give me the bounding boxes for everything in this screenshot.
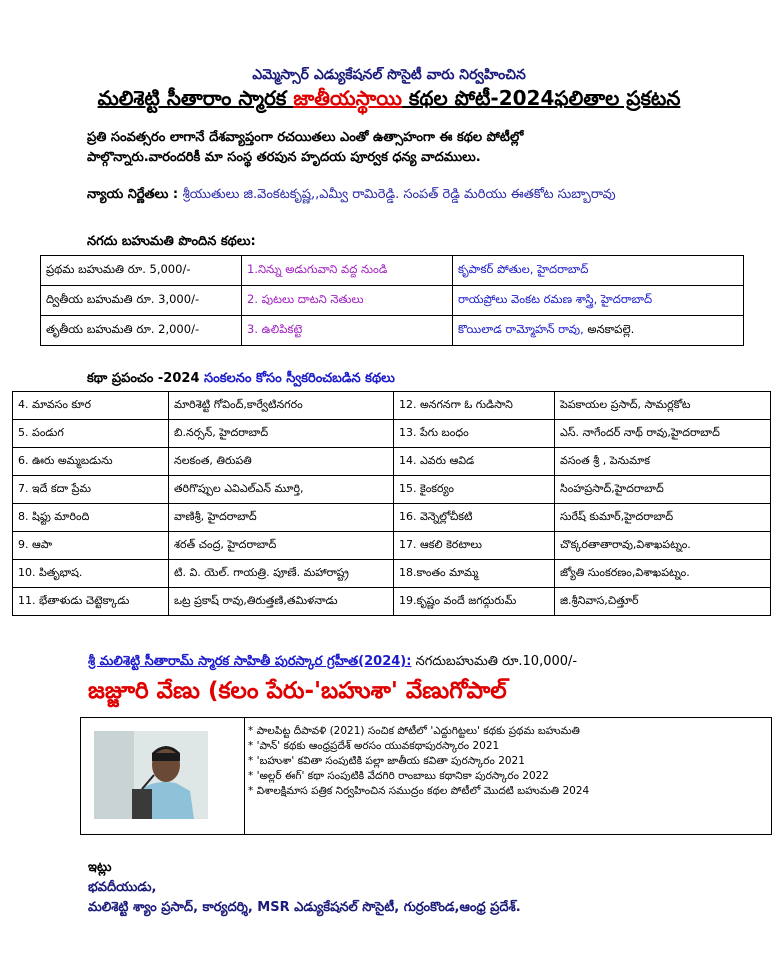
author-cell: పెపకాయల ప్రసాద్, సామర్లకోట bbox=[555, 392, 771, 420]
winner-name: జజ్జూరి వేణు (కలం పేరు-'బహుశా' వేణుగోపాల్ bbox=[88, 678, 507, 704]
closing-signature: ఇట్లు భవదీయుడు, మలిశెట్టి శ్యాం ప్రసాద్, కార్యదర్శి, MSR ఎడ్యుకేషనల్ సొసైటీ, గుర్రంకొండ,ఆంధ్ర ప్రదేశ్. bbox=[88, 860, 521, 915]
author-cell: జి.శ్రీనివాస,చిత్తూర్ bbox=[555, 588, 771, 616]
table-row bbox=[13, 532, 771, 560]
story-title-cell: 18.కాంతం మామ్మ bbox=[394, 560, 555, 588]
award-line: శ్రీ మలిశెట్టి సీతారామ్ స్మారక సాహితీ పురస్కార గ్రహీత(2024): నగదుబహుమతి రూ.10,000/- bbox=[88, 654, 578, 669]
author-cell: టి. వి. యెల్. గాయత్రి. పూణే. మహారాష్ట్ర bbox=[169, 560, 394, 588]
prize-heading: నగదు బహుమతి పొందిన కథలు: bbox=[87, 234, 256, 249]
author-cell: తరిగొప్పుల ఎవిఎల్ఎన్ మూర్తి, bbox=[169, 476, 394, 504]
table-row bbox=[13, 420, 771, 448]
list-item: * పాలపిట్ట దీపావళి (2021) సంచిక పోటీలో 'ఎద్దుగిట్టలు' కథకు ప్రథమ బహుమతి bbox=[248, 725, 580, 737]
table-row bbox=[13, 392, 771, 420]
judges-line: న్యాయ నిర్ణేతలు : శ్రీయుతులు జి.వెంకటకృష్ణ,,ఎమ్వీ రామిరెడ్డి. సంపత్ రెడ్డి మరియు ఈతకోట సుబ్బారావు bbox=[87, 187, 616, 202]
winner-box bbox=[80, 717, 772, 835]
photo-cell bbox=[81, 718, 245, 834]
organizer-line: ఎమ్మెస్సార్ ఎడ్యుకేషనల్ సొసైటీ వారు నిర్వహించిన bbox=[252, 67, 526, 83]
selected-stories-table bbox=[12, 391, 771, 616]
author-cell: మారిశెట్టి గోవింద్,కార్వేటినగరం bbox=[169, 392, 394, 420]
list-item: * 'అల్లర్ ఈగ్' కథా సంపుటికి వేదగిరి రాంబాబు కథానికా పురస్కారం 2022 bbox=[248, 770, 549, 782]
table-row bbox=[13, 476, 771, 504]
list-item: * 'బహుశా' కవితా సంపుటికి పల్లా జాతీయ కవితా పురస్కారం 2021 bbox=[248, 755, 525, 767]
author-cell: నలకంత, తిరుపతి bbox=[169, 448, 394, 476]
story-title-cell: 16. వెన్నెల్లోచీకటి bbox=[394, 504, 555, 532]
story-title-cell: 4. మావసం కూర bbox=[13, 392, 169, 420]
list-item: * 'పాన్' కథకు ఆంధ్రప్రదేశ్ అరసం యువకథాపురస్కారం 2021 bbox=[248, 740, 500, 752]
story-title-cell: 5. పండుగ bbox=[13, 420, 169, 448]
table-row bbox=[13, 504, 771, 532]
story-title-cell: 8. షిఫ్టు మారింది bbox=[13, 504, 169, 532]
story-title-cell: 12. అనగనగా ఓ గుడిసాని bbox=[394, 392, 555, 420]
story-title-cell: 10. పితృభాష. bbox=[13, 560, 169, 588]
author-cell: చొక్కరతాతారావు,విశాఖపట్నం. bbox=[555, 532, 771, 560]
table-row bbox=[13, 588, 771, 616]
table-row bbox=[13, 560, 771, 588]
author-cell: వసంత శ్రీ , పెనుమాక bbox=[555, 448, 771, 476]
table-row: ప్రథమ బహుమతి రూ. 5,000/- 1.నిన్ను అడుగువాని వద్ద నుండి కృపాకర్ పోతుల, హైదరాబాద్ bbox=[41, 256, 744, 286]
author-cell: సింహప్రసాద్,హైదరాబాద్ bbox=[555, 476, 771, 504]
list-item: * విశాలక్షిమాస పత్రిక నిర్వహించిన సముద్రం కథల పోటీలో మొదటి బహుమతి 2024 bbox=[248, 785, 590, 797]
author-cell: వాణిశ్రీ, హైదరాబాద్ bbox=[169, 504, 394, 532]
story-title-cell: 15. కైంకర్యం bbox=[394, 476, 555, 504]
table-row: ద్వితీయ బహుమతి రూ. 3,000/- 2. పుటలు దాటని నెతులు రాయప్రోలు వెంకట రమణ శాస్త్రి, హైదరాబాద్ bbox=[41, 286, 744, 316]
selected-heading: కథా ప్రపంచం -2024 సంకలనం కోసం స్వీకరించబడిన కథలు bbox=[87, 371, 395, 386]
author-cell: ఎస్. నాగేందర్ నాథ్ రావు,హైదరాబాద్ bbox=[555, 420, 771, 448]
author-cell: ఒట్ర ప్రకాష్ రావు,తిరుత్తణి,తమిళనాడు bbox=[169, 588, 394, 616]
prize-table bbox=[40, 255, 744, 346]
story-title-cell: 17. ఆకలి కెరటాలు bbox=[394, 532, 555, 560]
story-title-cell: 14. ఎవరు ఆవిడ bbox=[394, 448, 555, 476]
author-cell: సురేష్ కుమార్,హైదరాబాద్ bbox=[555, 504, 771, 532]
winner-photo bbox=[94, 731, 208, 819]
intro-paragraph: ప్రతి సంవత్సరం లాగానే దేశవ్యాప్తంగా రచయితలు ఎంతో ఉత్సాహంగా ఈ కథల పోటీల్లో పాల్గొన్నారు.వారందరికీ మా సంస్థ తరపున హృదయ పూర్వక ధన్య వాదములు. bbox=[87, 130, 524, 165]
story-title-cell: 7. ఇదే కదా ప్రేమ bbox=[13, 476, 169, 504]
author-cell: జ్యోతి సుంకరణం,విశాఖపట్నం. bbox=[555, 560, 771, 588]
story-title-cell: 9. ఆపా bbox=[13, 532, 169, 560]
author-cell: శరత్ చంద్ర, హైదరాబాద్ bbox=[169, 532, 394, 560]
story-title-cell: 13. పేగు బంధం bbox=[394, 420, 555, 448]
author-cell: బి.నర్సన్, హైదరాబాద్ bbox=[169, 420, 394, 448]
page-title: మలిశెట్టి సీతారాం స్మారక జాతీయస్థాయి కథల పోటీ-2024ఫలితాల ప్రకటన bbox=[97, 86, 681, 110]
story-title-cell: 6. ఊరు అమ్మబడును bbox=[13, 448, 169, 476]
story-title-cell: 19.కృష్ణం వందే జగద్గురుమ్ bbox=[394, 588, 555, 616]
table-row bbox=[13, 448, 771, 476]
story-title-cell: 11. భేతాళుడు చెట్టెక్కాడు bbox=[13, 588, 169, 616]
table-row: తృతీయ బహుమతి రూ. 2,000/- 3. ఉలిపికట్టె కొయిలాడ రామ్మోహన్ రావు, అనకాపల్లె. bbox=[41, 316, 744, 346]
achievements-list bbox=[248, 724, 589, 799]
